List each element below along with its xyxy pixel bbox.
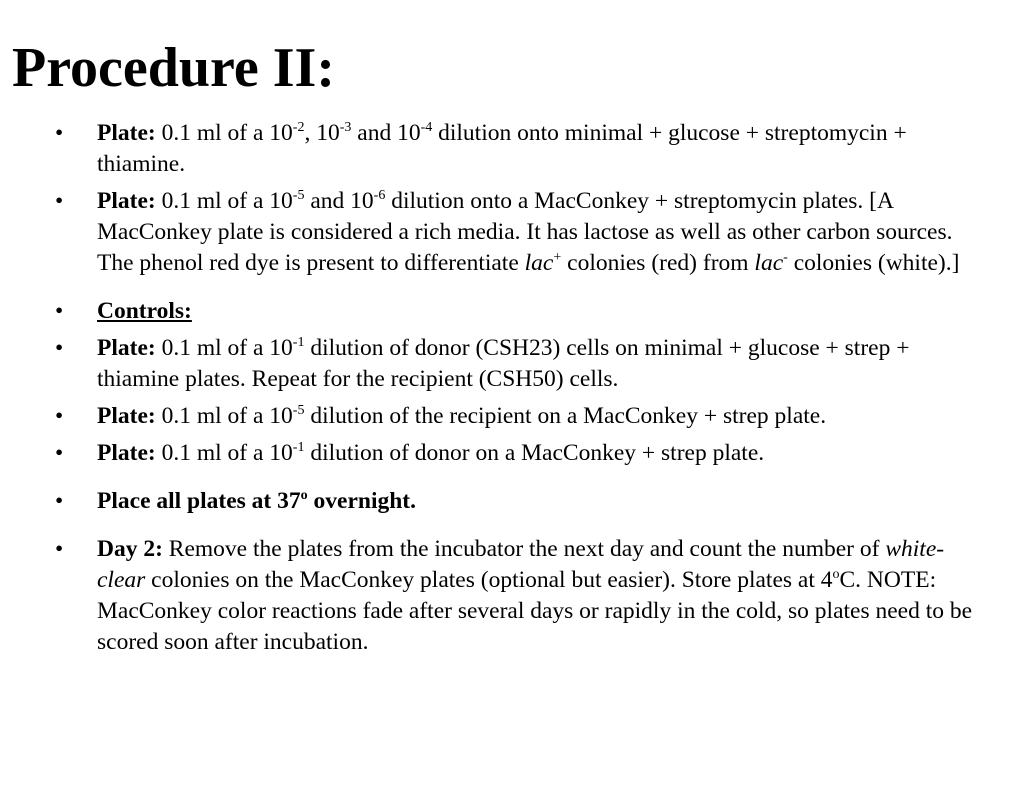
bullet-icon: • [55,298,64,324]
list-item-controls [55,296,975,327]
item-label: Plate: [97,335,156,361]
list-item-plate-macconkey: • Plate: 0.1 ml of a $10^{-5}$ and $10^{-6}$ dilution onto a MacConkey + streptomycin plates. [A MacConkey plate is considered a rich media. It has lactose as well as other carbon sources. The phenol red dye is present to differentiate lac+ colonies (red) from lac- colonies (white).] [55,188,960,276]
bullet-icon: • [55,403,64,429]
incubate-instruction: Place all plates at 37$^o$ overnight. [97,488,416,514]
item-label: Plate: [97,120,156,146]
item-label: Plate: [97,403,156,429]
bullet-icon: • [55,188,64,214]
list-item-incubate [55,486,975,517]
bullet-icon: • [55,488,64,514]
list-item-plate-donor-minimal: • Plate: 0.1 ml of a $10^{-1}$ dilution of donor (CSH23) cells on minimal + glucose + strep + thiamine plates. Repeat for the recipient (CSH50) cells. [55,335,910,392]
bullet-icon: • [55,440,64,466]
controls-heading: Controls: [97,298,192,324]
item-label: Plate: [97,440,156,466]
list-item-plate-recipient: • Plate: 0.1 ml of a $10^{-5}$ dilution of the recipient on a MacConkey + strep plate. [55,401,975,432]
bullet-icon: • [55,335,64,361]
bullet-icon: • [55,536,64,562]
list-item-plate-donor-macconkey: • Plate: 0.1 ml of a $10^{-1}$ dilution of donor on a MacConkey + strep plate. [55,438,975,469]
item-label: Day 2: [97,536,163,562]
page-title: Procedure II: [12,37,335,99]
bullet-icon: • [55,120,64,146]
list-item-plate-minimal: • Plate: 0.1 ml of a $10^{-2}$, $10^{-3}$ and $10^{-4}$ dilution onto minimal + glucose + streptomycin + thiamine. [55,120,907,177]
list-item-day-2: • Day 2: Remove the plates from the incubator the next day and count the number of white-clear colonies on the MacConkey plates (optional but easier). Store plates at 4$^o$C. NOTE: MacConkey color reactions fade after several days or rapidly in the cold, so plates need to be scored soon after incubation. [55,536,973,655]
procedure-list [55,118,975,658]
item-label: Plate: [97,188,156,214]
